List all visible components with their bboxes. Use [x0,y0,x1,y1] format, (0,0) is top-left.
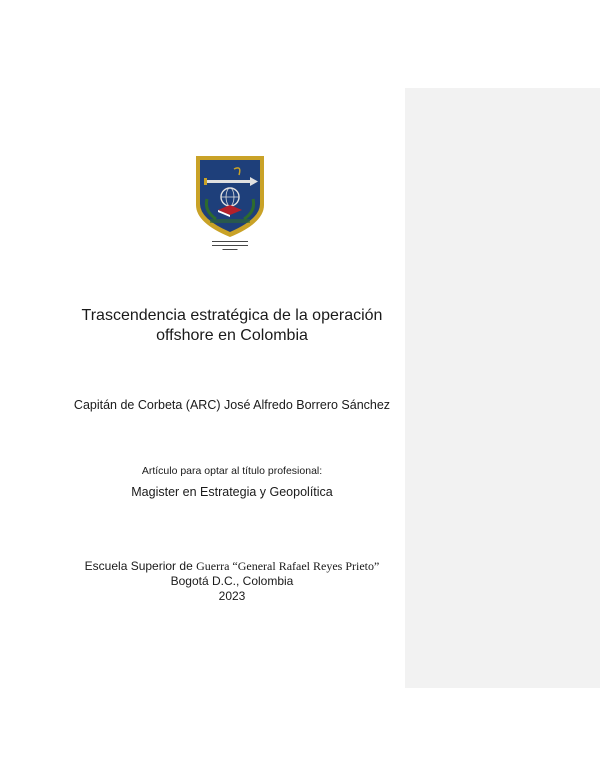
degree-intro: Artículo para optar al título profesional: [141,465,323,477]
city: Bogotá D.C., Colombia [170,574,294,588]
school-prefix: Escuela Superior de [84,559,197,573]
side-panel [405,88,600,688]
school-name-serif: Guerra “General Rafael Reyes Prieto” [196,559,380,573]
logo-caption-text: ▬▬▬▬▬▬▬▬▬▬▬▬ ▬▬▬▬▬▬▬▬▬▬▬▬ ▬▬▬▬▬ [212,239,248,251]
school-crest-icon [192,153,268,239]
author-line: Capitán de Corbeta (ARC) José Alfredo Borrero Sánchez [73,398,391,412]
degree-name: Magister en Estrategia y Geopolítica [131,485,333,499]
document-title: Trascendencia estratégica de la operación offshore en Colombia [81,307,383,344]
school-crest-logo [192,153,268,253]
year: 2023 [218,589,246,603]
school-name [62,559,402,574]
